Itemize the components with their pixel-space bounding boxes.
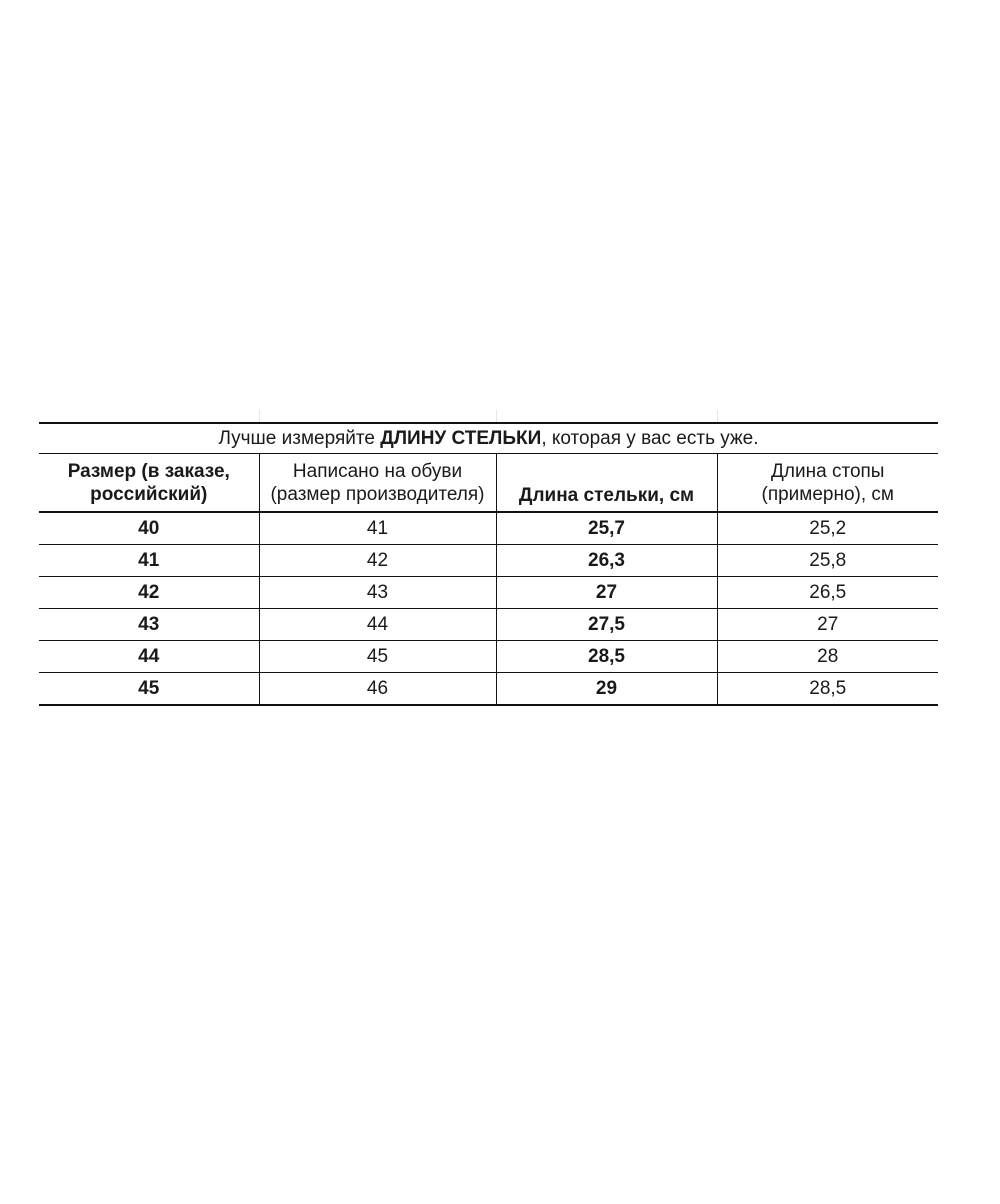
shoe-marking-cell: 46 (259, 673, 496, 706)
insole-length-cell: 25,7 (496, 512, 717, 545)
table-row (39, 545, 938, 577)
size-table (39, 422, 938, 706)
note-emphasis: ДЛИНУ СТЕЛЬКИ (380, 428, 542, 449)
table-row (39, 512, 938, 545)
header-foot-length (717, 454, 938, 513)
measure-note (39, 423, 938, 454)
header-foot-length-line1: Длина стопы (771, 460, 885, 482)
shoe-marking-cell: 41 (259, 512, 496, 545)
note-prefix: Лучше измеряйте (218, 428, 381, 449)
ru-size-cell: 42 (39, 577, 259, 609)
ru-size-cell: 44 (39, 641, 259, 673)
ru-size-cell: 45 (39, 673, 259, 706)
shoe-marking-cell: 44 (259, 609, 496, 641)
header-shoe-marking-line2: (размер производителя) (270, 483, 485, 505)
shoe-marking-cell: 45 (259, 641, 496, 673)
header-shoe-marking-line1: Написано на обуви (292, 460, 463, 482)
header-insole-length (496, 454, 717, 513)
table-row (39, 577, 938, 609)
shoe-marking-cell: 43 (259, 577, 496, 609)
foot-length-cell: 28,5 (717, 673, 938, 706)
foot-length-cell: 28 (717, 641, 938, 673)
header-insole-length-line1: Длина стельки, см (518, 485, 695, 506)
insole-length-cell: 27,5 (496, 609, 717, 641)
foot-length-cell: 27 (717, 609, 938, 641)
header-shoe-marking (259, 454, 496, 513)
ru-size-cell: 43 (39, 609, 259, 641)
insole-length-cell: 29 (496, 673, 717, 706)
foot-length-cell: 25,2 (717, 512, 938, 545)
shoe-marking-cell: 42 (259, 545, 496, 577)
foot-length-cell: 26,5 (717, 577, 938, 609)
table-row (39, 673, 938, 706)
ru-size-cell: 41 (39, 545, 259, 577)
foot-length-cell: 25,8 (717, 545, 938, 577)
header-ru-size-line1: Размер (в заказе, (67, 460, 230, 482)
measure-note-row (39, 423, 938, 454)
table-row (39, 609, 938, 641)
header-ru-size (39, 454, 259, 513)
insole-length-cell: 28,5 (496, 641, 717, 673)
ru-size-cell: 40 (39, 512, 259, 545)
spreadsheet-gridlines (39, 410, 938, 422)
header-row (39, 454, 938, 513)
insole-length-cell: 27 (496, 577, 717, 609)
header-ru-size-line2: российский) (90, 483, 208, 505)
insole-length-cell: 26,3 (496, 545, 717, 577)
table-row (39, 641, 938, 673)
note-suffix: , которая у вас есть уже. (541, 428, 759, 449)
header-foot-length-line2: (примерно), см (761, 483, 894, 505)
